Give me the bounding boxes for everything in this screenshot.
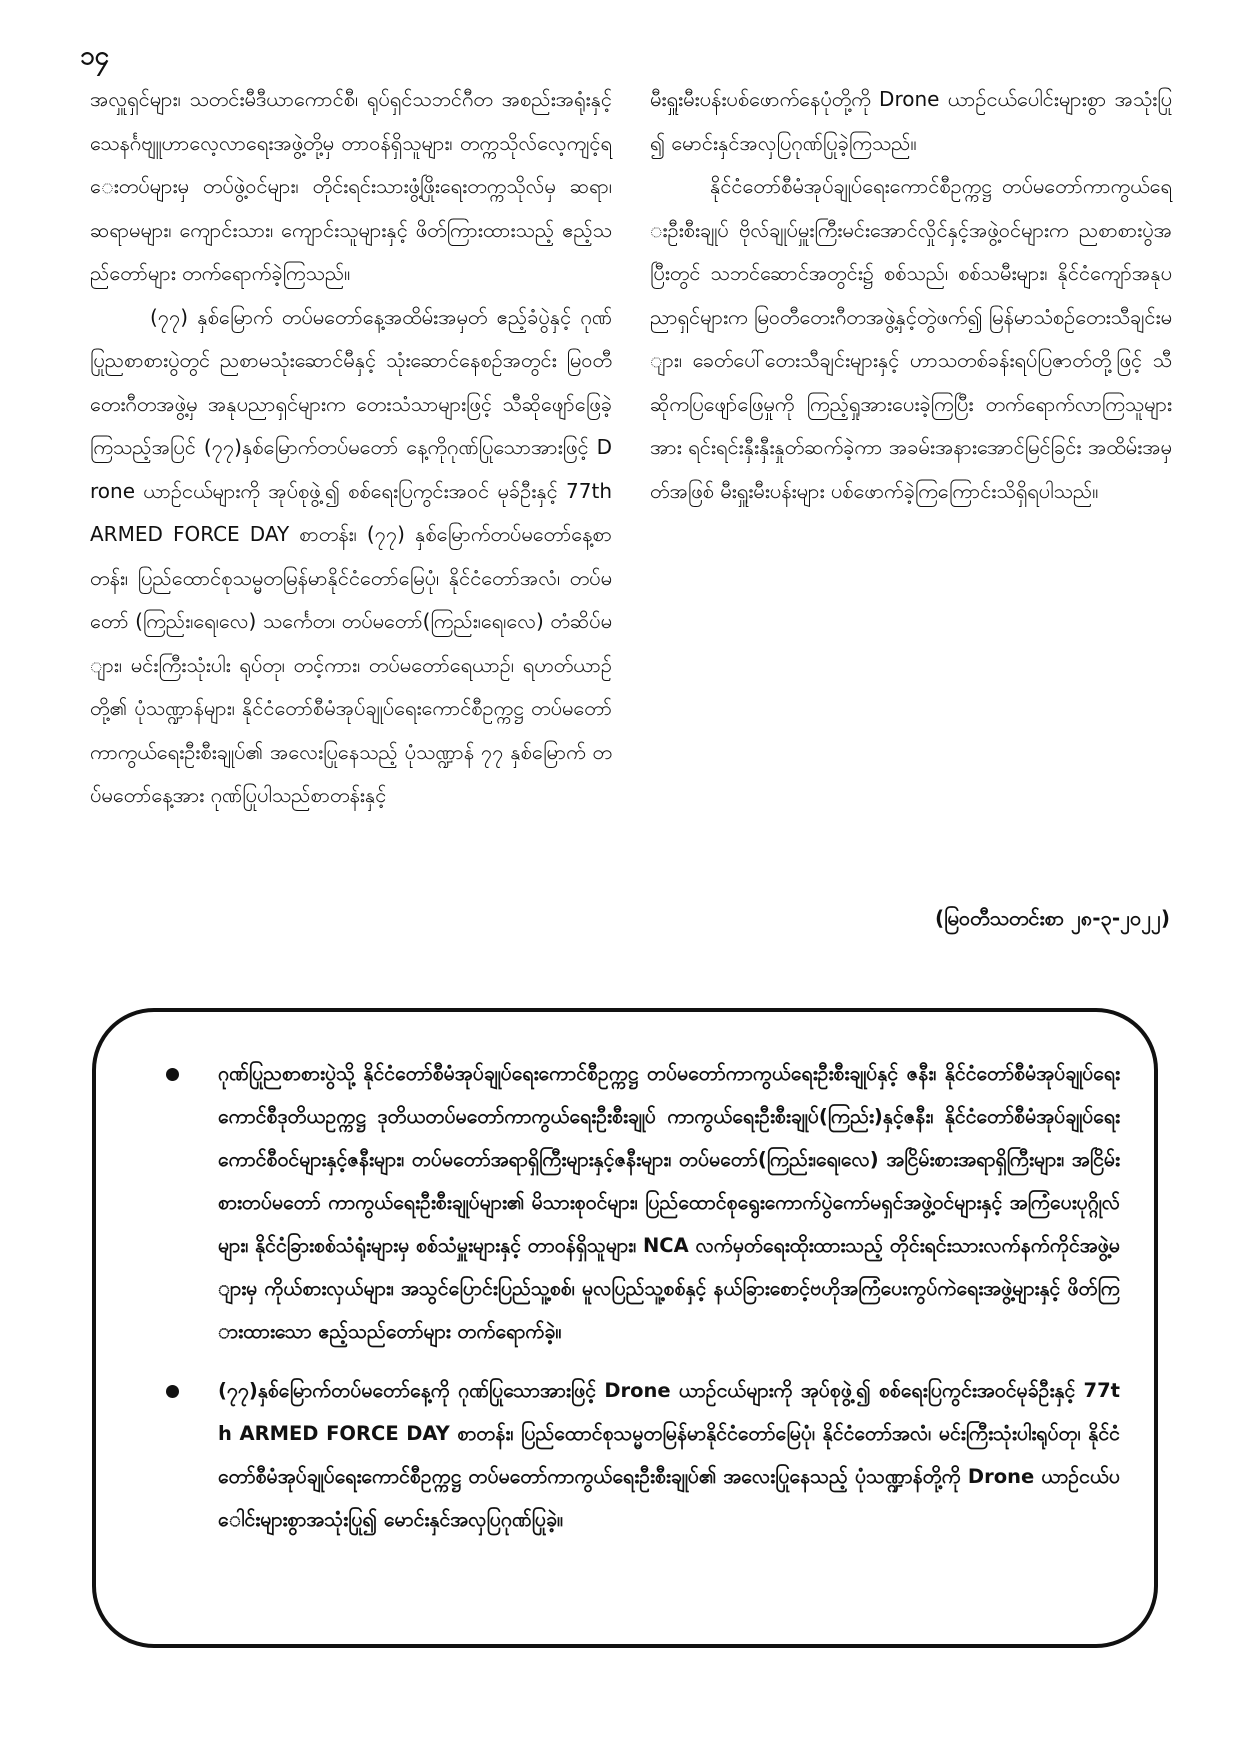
bullet-dot-icon (166, 1385, 179, 1398)
article-paragraph: မီးရှူးမီးပန်းပစ်ဖောက်နေပုံတို့ကို Drone ယာဉ်ငယ်ပေါင်းများစွာ အသုံးပြု၍ မောင်းနှင်အလှပြဂုဏ်ပြုခဲ့ကြသည်။ (650, 87, 1172, 155)
page-number: ၁၄ (80, 41, 110, 71)
summary-box (92, 1008, 1158, 1648)
summary-bullet-item (154, 1369, 1120, 1541)
article-left-column (90, 78, 612, 818)
article-columns (90, 78, 1170, 948)
article-paragraph: နိုင်ငံတော်စီမံအုပ်ချုပ်ရေးကောင်စီဥက္ကဋ္ဌ တပ်မတော်ကာကွယ်ရေးဦးစီးချုပ် ဗိုလ်ချုပ်မှူးကြီးမင်းအောင်လှိုင်နှင့်အဖွဲ့ဝင်များက ညစာစားပွဲအပြီးတွင် သဘင်ဆောင်အတွင်း၌ စစ်သည်၊ စစ်သမီးများ၊ နိုင်ငံကျော်အနုပညာရှင်များက မြဝတီတေးဂီတအဖွဲ့နှင့်တွဲဖက်၍ မြန်မာသံစဉ်တေးသီချင်းများ၊ ခေတ်ပေါ်တေးသီချင်းများနှင့် ဟာသတစ်ခန်းရပ်ပြဇာတ်တို့ဖြင့် သီဆိုကပြဖျော်ဖြေမှုကို ကြည့်ရှုအားပေးခဲ့ကြပြီး တက်ရောက်လာကြသူများအား ရင်းရင်းနှီးနှီးနှုတ်ဆက်ခဲ့ကာ အခမ်းအနားအောင်မြင်ခြင်း အထိမ်းအမှတ်အဖြစ် မီးရှူးမီးပန်းများ ပစ်ဖောက်ခဲ့ကြကြောင်းသိရှိရပါသည်။ (650, 174, 1172, 503)
summary-bullet-text: (၇၇)နှစ်မြောက်တပ်မတော်နေ့ကို ဂုဏ်ပြုသောအားဖြင့် Drone ယာဉ်ငယ်များကို အုပ်စုဖွဲ့၍ စစ်ရေးပြကွင်းအဝင်မုခ်ဦးနှင့် 77th ARMED FORCE DAY စာတန်း၊ ပြည်ထောင်စုသမ္မတမြန်မာနိုင်ငံတော်မြေပုံ၊ နိုင်ငံတော်အလံ၊ မင်းကြီးသုံးပါးရုပ်တု၊ နိုင်ငံတော်စီမံအုပ်ချုပ်ရေးကောင်စီဥက္ကဋ္ဌ တပ်မတော်ကာကွယ်ရေးဦးစီးချုပ်၏ အလေးပြုနေသည့် ပုံသဏ္ဍာန်တို့ကို Drone ယာဉ်ငယ်ပေါင်းများစွာအသုံးပြု၍ မောင်းနှင်အလှပြဂုဏ်ပြုခဲ့။ (218, 1379, 1120, 1531)
article-paragraph: အလှူရှင်များ၊ သတင်းမီဒီယာကောင်စီ၊ ရုပ်ရှင်သဘင်ဂီတ အစည်းအရုံးနှင့် သေနင်္ဂဗျူဟာလေ့လာရေးအဖွဲ့တို့မှ တာဝန်ရှိသူများ၊ တက္ကသိုလ်လေ့ကျင့်ရေးတပ်များမှ တပ်ဖွဲ့ဝင်များ၊ တိုင်းရင်းသားဖွံ့ဖြိုးရေးတက္ကသိုလ်မှ ဆရာ၊ ဆရာမများ၊ ကျောင်းသား၊ ကျောင်းသူများနှင့် ဖိတ်ကြားထားသည့် ဧည့်သည်တော်များ တက်ရောက်ခဲ့ကြသည်။ (90, 87, 612, 285)
summary-bullet-item (154, 1052, 1120, 1353)
article-paragraph: (၇၇) နှစ်မြောက် တပ်မတော်နေ့အထိမ်းအမှတ် ဧည့်ခံပွဲနှင့် ဂုဏ်ပြုညစာစားပွဲတွင် ညစာမသုံးဆောင်မီနှင့် သုံးဆောင်နေစဉ်အတွင်း မြဝတီတေးဂီတအဖွဲ့မှ အနုပညာရှင်များက တေးသံသာများဖြင့် သီဆိုဖျော်ဖြေခဲ့ကြသည့်အပြင် (၇၇)နှစ်မြောက်တပ်မတော် နေ့ကိုဂုဏ်ပြုသောအားဖြင့် Drone ယာဉ်ငယ်များကို အုပ်စုဖွဲ့၍ စစ်ရေးပြကွင်းအဝင် မုခ်ဦးနှင့် 77th ARMED FORCE DAY စာတန်း၊ (၇၇) နှစ်မြောက်တပ်မတော်နေ့စာတန်း၊ ပြည်ထောင်စုသမ္မတမြန်မာနိုင်ငံတော်မြေပုံ၊ နိုင်ငံတော်အလံ၊ တပ်မတော် (ကြည်း၊ရေ၊လေ) သင်္ကေတ၊ တပ်မတော်(ကြည်း၊ရေ၊လေ) တံဆိပ်များ၊ မင်းကြီးသုံးပါး ရုပ်တု၊ တင့်ကား၊ တပ်မတော်ရေယာဉ်၊ ရဟတ်ယာဉ်တို့၏ ပုံသဏ္ဍာန်များ၊ နိုင်ငံတော်စီမံအုပ်ချုပ်ရေးကောင်စီဥက္ကဋ္ဌ တပ်မတော်ကာကွယ်ရေးဦးစီးချုပ်၏ အလေးပြုနေသည့် ပုံသဏ္ဍာန် ၇၇ နှစ်မြောက် တပ်မတော်နေ့အား ဂုဏ်ပြုပါသည်စာတန်းနှင့် (90, 304, 612, 807)
summary-bullet-text: ဂုဏ်ပြုညစာစားပွဲသို့ နိုင်ငံတော်စီမံအုပ်ချုပ်ရေးကောင်စီဥက္ကဋ္ဌ တပ်မတော်ကာကွယ်ရေးဦးစီးချုပ်နှင့် ဇနီး၊ နိုင်ငံတော်စီမံအုပ်ချုပ်ရေးကောင်စီဒုတိယဥက္ကဋ္ဌ ဒုတိယတပ်မတော်ကာကွယ်ရေးဦးစီးချုပ် ကာကွယ်ရေးဦးစီးချုပ်(ကြည်း)နှင့်ဇနီး၊ နိုင်ငံတော်စီမံအုပ်ချုပ်ရေးကောင်စီဝင်များနှင့်ဇနီးများ၊ တပ်မတော်အရာရှိကြီးများနှင့်ဇနီးများ၊ တပ်မတော်(ကြည်း၊ရေ၊လေ) အငြိမ်းစားအရာရှိကြီးများ၊ အငြိမ်းစားတပ်မတော် ကာကွယ်ရေးဦးစီးချုပ်များ၏ မိသားစုဝင်များ၊ ပြည်ထောင်စုရွေးကောက်ပွဲကော်မရှင်အဖွဲ့ဝင်များနှင့် အကြံပေးပုဂ္ဂိုလ်များ၊ နိုင်ငံခြားစစ်သံရုံးများမှ စစ်သံမှူးများနှင့် တာဝန်ရှိသူများ၊ NCA လက်မှတ်ရေးထိုးထားသည့် တိုင်းရင်းသားလက်နက်ကိုင်အဖွဲ့များမှ ကိုယ်စားလှယ်များ၊ အသွင်ပြောင်းပြည်သူ့စစ်၊ မူလပြည်သူ့စစ်နှင့် နယ်ခြားစောင့်ဗဟိုအကြံပေးကွပ်ကဲရေးအဖွဲ့များနှင့် ဖိတ်ကြားထားသော ဧည့်သည်တော်များ တက်ရောက်ခဲ့။ (218, 1062, 1120, 1343)
article-source: (မြဝတီသတင်းစာ ၂၈-၃-၂၀၂၂) (934, 906, 1170, 930)
summary-bullet-list (154, 1052, 1120, 1541)
article-right-column (650, 78, 1172, 513)
bullet-dot-icon (166, 1068, 179, 1081)
